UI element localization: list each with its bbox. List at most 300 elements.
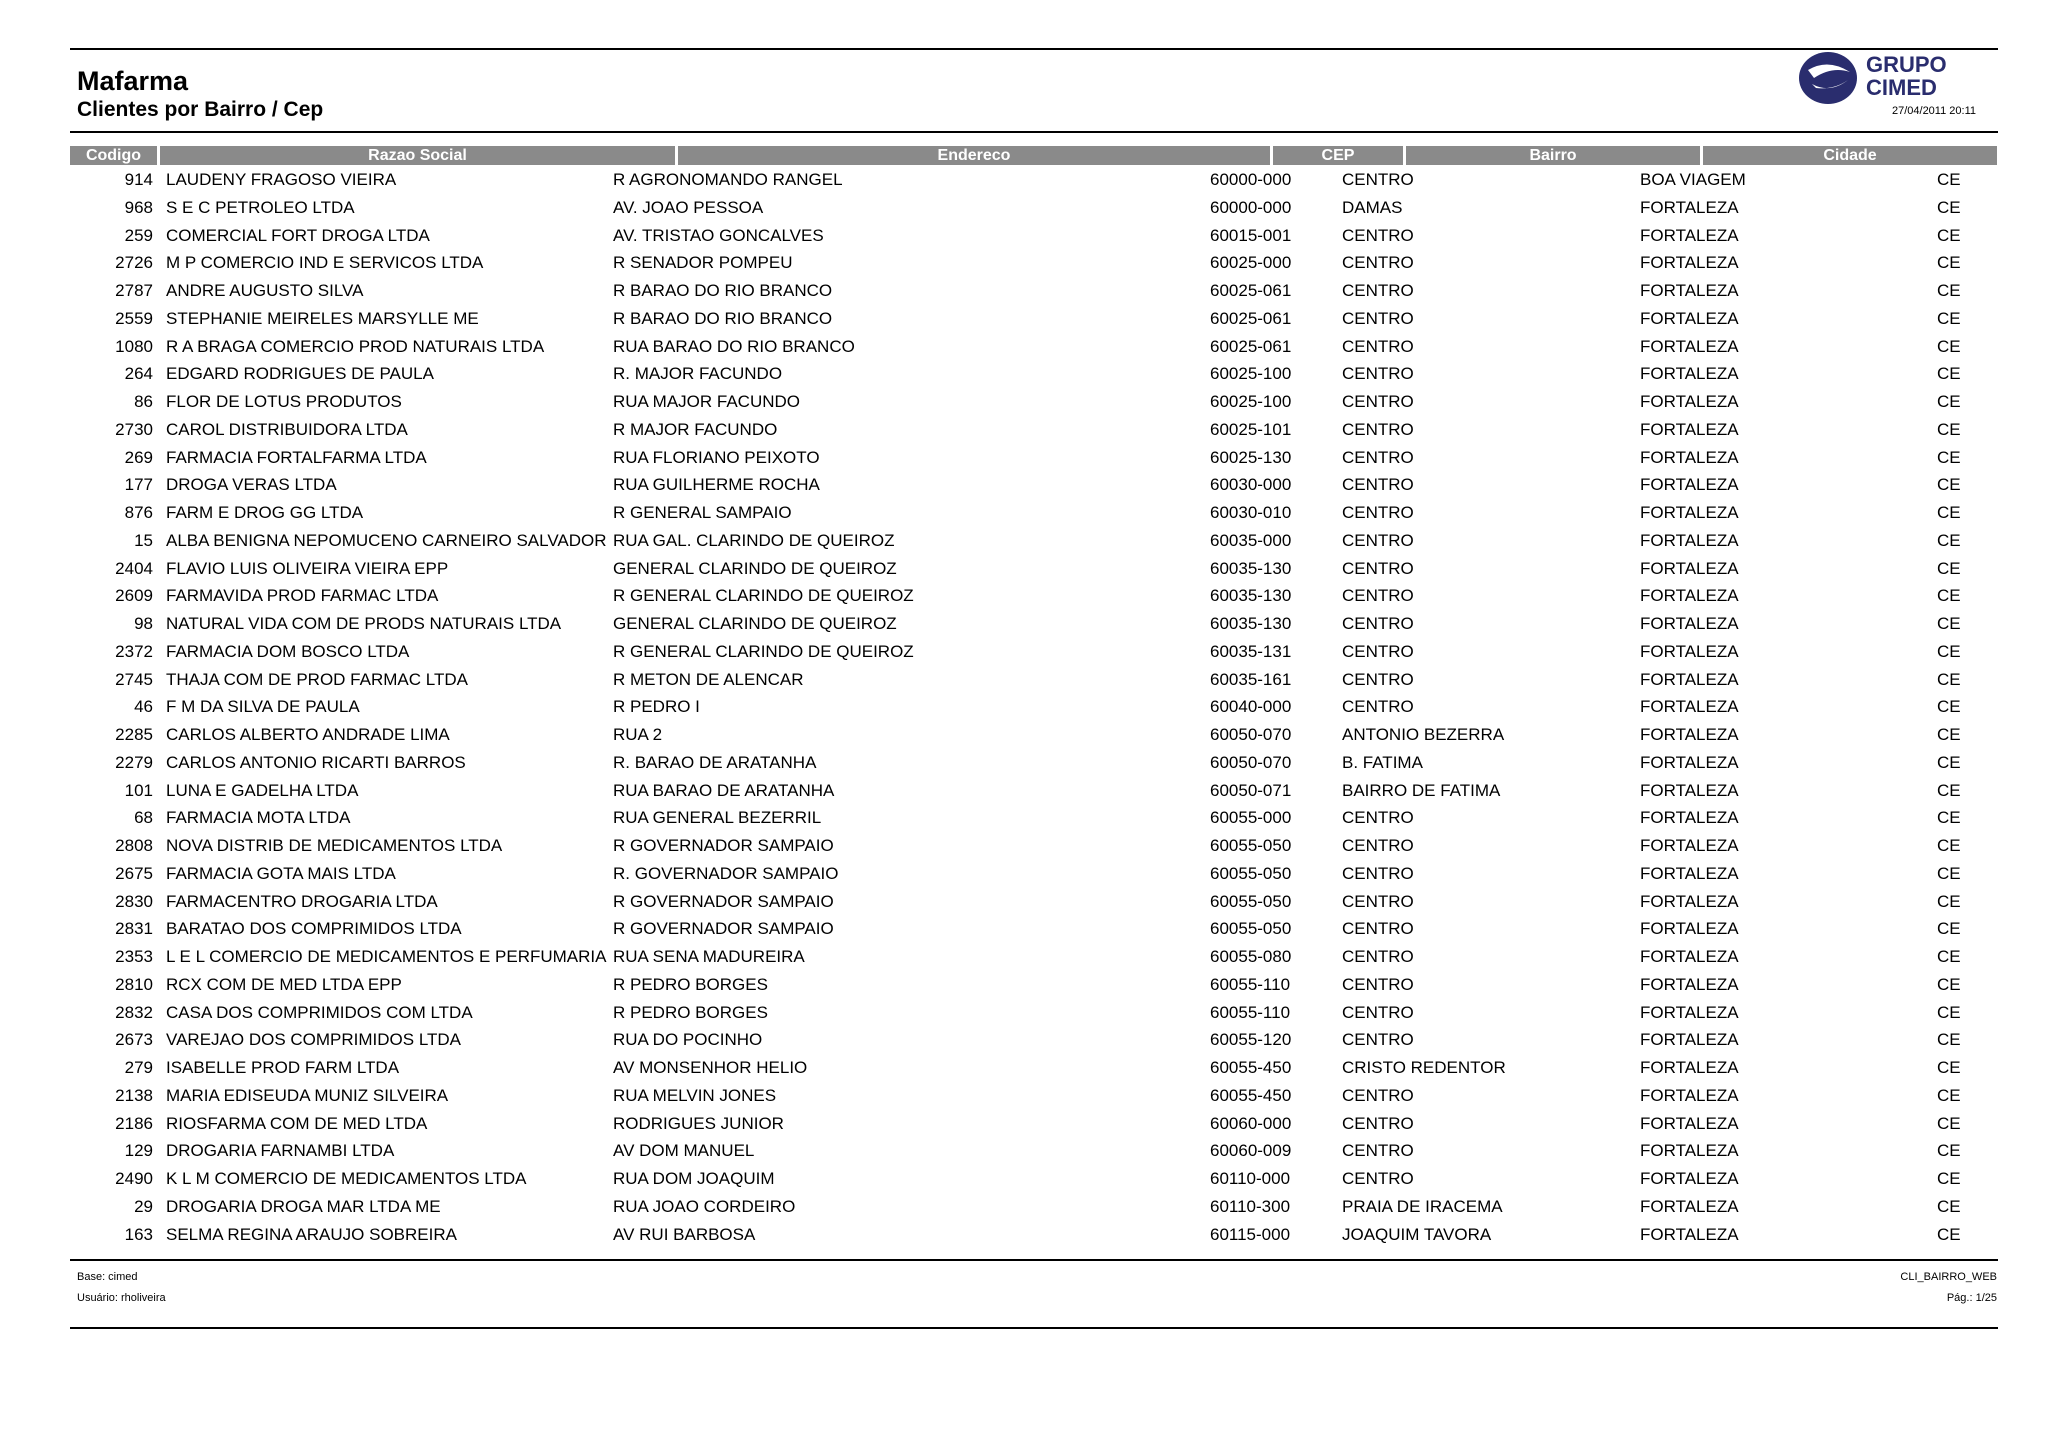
cell-bairro: CENTRO [1342,336,1414,356]
cell-codigo: 2673 [115,1030,153,1050]
cell-cep: 60025-130 [1210,447,1292,467]
table-row [0,806,2048,834]
col-codigo: Codigo [85,147,142,164]
cell-bairro: CENTRO [1342,1030,1414,1050]
cell-uf: CE [1937,503,1961,522]
cell-endereco: RUA GENERAL BEZERRIL [613,808,822,828]
cell-uf: CE [1937,1169,1961,1188]
cell-bairro: CENTRO [1342,863,1414,883]
cell-cidade: FORTALEZA [1640,780,1739,800]
cell-bairro: CENTRO [1342,475,1414,495]
cell-cep: 60025-100 [1210,392,1292,411]
cell-cep: 60055-450 [1210,1085,1292,1105]
cell-cidade: FORTALEZA [1640,392,1739,411]
cell-bairro: CENTRO [1342,558,1414,578]
table-row [0,862,2048,890]
cell-uf: CE [1937,1058,1961,1077]
cell-uf: CE [1937,669,1961,689]
logo-text-grupo: GRUPO [1866,52,1947,77]
header-rule [70,131,1998,133]
table-row [0,446,2048,474]
cell-codigo: 86 [134,392,153,411]
cell-cep: 60030-000 [1210,475,1292,495]
cell-cep: 60055-120 [1210,1030,1292,1050]
cell-cidade: FORTALEZA [1640,752,1739,772]
cell-endereco: R BARAO DO RIO BRANCO [613,308,833,328]
cell-endereco: R GENERAL CLARINDO DE QUEIROZ [613,586,914,606]
cell-cidade: FORTALEZA [1640,530,1739,550]
cell-uf: CE [1937,586,1961,606]
cell-endereco: AV DOM MANUEL [613,1141,755,1161]
cell-uf: CE [1937,752,1961,772]
cell-endereco: R SENADOR POMPEU [613,253,793,273]
cell-razao-social: FARMACIA MOTA LTDA [166,808,351,828]
cell-bairro: CENTRO [1342,1141,1414,1161]
cell-cep: 60060-009 [1210,1141,1292,1161]
cell-codigo: 2138 [115,1085,153,1105]
cell-endereco: GENERAL CLARINDO DE QUEIROZ [613,614,897,633]
cell-uf: CE [1937,558,1961,578]
cell-codigo: 259 [124,225,153,245]
cell-bairro: JOAQUIM TAVORA [1342,1224,1492,1244]
cell-bairro: CENTRO [1342,308,1414,328]
cell-codigo: 2353 [115,947,153,966]
cell-razao-social: RCX COM DE MED LTDA EPP [166,974,402,994]
col-cep: CEP [1321,147,1355,164]
cell-cidade: FORTALEZA [1640,669,1739,689]
cell-uf: CE [1937,392,1961,411]
cell-razao-social: K L M COMERCIO DE MEDICAMENTOS LTDA [166,1169,527,1188]
cell-endereco: R AGRONOMANDO RANGEL [613,170,843,189]
cell-cidade: FORTALEZA [1640,447,1739,467]
cell-cep: 60055-450 [1210,1058,1292,1077]
cell-cidade: FORTALEZA [1640,281,1739,300]
cell-uf: CE [1937,1085,1961,1105]
cell-cep: 60035-130 [1210,558,1292,578]
cell-bairro: CENTRO [1342,1002,1414,1022]
cell-cidade: FORTALEZA [1640,197,1739,217]
cell-razao-social: BARATAO DOS COMPRIMIDOS LTDA [166,919,462,939]
cell-bairro: ANTONIO BEZERRA [1342,725,1505,744]
table-row [0,307,2048,335]
table-row [0,1167,2048,1195]
cell-cidade: FORTALEZA [1640,1141,1739,1161]
cell-uf: CE [1937,836,1961,855]
cell-uf: CE [1937,641,1961,661]
cell-codigo: 2730 [115,419,153,439]
cell-bairro: CENTRO [1342,586,1414,606]
table-row [0,751,2048,779]
cell-uf: CE [1937,1224,1961,1244]
cell-endereco: R GENERAL CLARINDO DE QUEIROZ [613,641,914,661]
col-uf: UF [2019,147,2041,164]
cell-endereco: AV. TRISTAO GONCALVES [613,225,824,245]
cell-codigo: 15 [134,530,153,550]
cell-bairro: CENTRO [1342,1113,1414,1133]
cell-razao-social: FARM E DROG GG LTDA [166,503,364,522]
cell-endereco: R. MAJOR FACUNDO [613,364,783,384]
cell-razao-social: R A BRAGA COMERCIO PROD NATURAIS LTDA [166,336,545,356]
table-row [0,1223,2048,1251]
table-row [0,584,2048,612]
table-row [0,1056,2048,1084]
cell-codigo: 2186 [115,1113,153,1133]
cell-endereco: RUA DOM JOAQUIM [613,1169,775,1188]
cell-endereco: RUA BARAO DO RIO BRANCO [613,336,855,356]
cell-endereco: RUA MELVIN JONES [613,1085,777,1105]
cell-endereco: RUA JOAO CORDEIRO [613,1196,796,1216]
cell-cidade: FORTALEZA [1640,419,1739,439]
cell-endereco: RUA BARAO DE ARATANHA [613,780,835,800]
cell-razao-social: CARLOS ALBERTO ANDRADE LIMA [166,725,450,744]
cell-cep: 60025-061 [1210,336,1292,356]
cell-uf: CE [1937,253,1961,273]
cell-razao-social: DROGARIA DROGA MAR LTDA ME [166,1196,441,1216]
cell-cep: 60060-000 [1210,1113,1292,1133]
cell-codigo: 2285 [115,725,153,744]
cell-endereco: R GOVERNADOR SAMPAIO [613,919,834,939]
cell-bairro: CENTRO [1342,253,1414,273]
cell-razao-social: MARIA EDISEUDA MUNIZ SILVEIRA [166,1085,449,1105]
cell-bairro: CENTRO [1342,419,1414,439]
table-row [0,695,2048,723]
table-row [0,890,2048,918]
cell-uf: CE [1937,891,1961,911]
cell-uf: CE [1937,1002,1961,1022]
table-row [0,501,2048,529]
cell-uf: CE [1937,863,1961,883]
cell-endereco: RUA DO POCINHO [613,1030,763,1050]
cell-bairro: CENTRO [1342,392,1414,411]
cell-cidade: FORTALEZA [1640,475,1739,495]
cell-codigo: 914 [124,170,153,189]
cell-bairro: CENTRO [1342,641,1414,661]
table-row [0,168,2048,196]
cell-cep: 60025-100 [1210,364,1292,384]
cell-cep: 60015-001 [1210,225,1292,245]
cell-cep: 60055-050 [1210,836,1292,855]
cell-uf: CE [1937,530,1961,550]
cell-razao-social: L E L COMERCIO DE MEDICAMENTOS E PERFUMARIA [166,947,607,966]
cell-endereco: R PEDRO I [613,697,700,717]
cell-cep: 60050-071 [1210,780,1292,800]
cell-codigo: 68 [134,808,153,828]
cell-uf: CE [1937,197,1961,217]
cell-cep: 60050-070 [1210,752,1292,772]
cell-endereco: AV. JOAO PESSOA [613,197,764,217]
table-row [0,251,2048,279]
cell-bairro: CENTRO [1342,891,1414,911]
cell-cidade: FORTALEZA [1640,1113,1739,1133]
cell-uf: CE [1937,725,1961,744]
cell-codigo: 2372 [115,641,153,661]
cell-uf: CE [1937,225,1961,245]
cell-cep: 60000-000 [1210,170,1292,189]
cell-codigo: 2831 [115,919,153,939]
cell-cep: 60055-110 [1210,1002,1291,1022]
report-date: 27/04/2011 20:11 [1891,105,1976,117]
cell-cidade: FORTALEZA [1640,1058,1739,1077]
bottom-rule [70,1327,1998,1329]
cell-cep: 60055-050 [1210,891,1292,911]
cell-bairro: CENTRO [1342,808,1414,828]
cell-endereco: GENERAL CLARINDO DE QUEIROZ [613,558,897,578]
cell-uf: CE [1937,614,1961,633]
cell-codigo: 2490 [115,1169,153,1188]
cell-codigo: 2559 [115,308,153,328]
table-row [0,723,2048,751]
cell-uf: CE [1937,808,1961,828]
cell-codigo: 2726 [115,253,153,273]
footer-base: Base: cimed [77,1271,138,1283]
cell-cidade: FORTALEZA [1640,919,1739,939]
cell-cidade: FORTALEZA [1640,336,1739,356]
cell-cidade: FORTALEZA [1640,1224,1739,1244]
cell-cep: 60035-130 [1210,614,1292,633]
cell-bairro: CENTRO [1342,530,1414,550]
cell-cep: 60025-061 [1210,308,1292,328]
cell-uf: CE [1937,475,1961,495]
cell-codigo: 1080 [115,336,153,356]
cell-codigo: 2745 [115,669,153,689]
cell-bairro: CENTRO [1342,364,1414,384]
cell-codigo: 46 [134,697,153,717]
cell-bairro: BAIRRO DE FATIMA [1342,780,1501,800]
cell-cidade: FORTALEZA [1640,558,1739,578]
cell-cep: 60000-000 [1210,197,1292,217]
cell-uf: CE [1937,170,1961,189]
logo-text-cimed: CIMED [1866,75,1937,100]
cell-endereco: RUA GUILHERME ROCHA [613,475,820,495]
cell-bairro: CENTRO [1342,974,1414,994]
cell-cidade: BOA VIAGEM [1640,170,1746,189]
table-row [0,362,2048,390]
cell-razao-social: SELMA REGINA ARAUJO SOBREIRA [166,1224,457,1244]
cell-cidade: FORTALEZA [1640,725,1739,744]
cell-cep: 60115-000 [1210,1224,1291,1244]
cell-codigo: 177 [124,475,153,495]
cell-razao-social: FARMACIA GOTA MAIS LTDA [166,863,396,883]
cell-uf: CE [1937,336,1961,356]
cell-cep: 60030-010 [1210,503,1292,522]
cell-cidade: FORTALEZA [1640,1169,1739,1188]
cell-bairro: CENTRO [1342,1169,1414,1188]
cell-cidade: FORTALEZA [1640,614,1739,633]
cell-cep: 60035-000 [1210,530,1292,550]
cell-bairro: CENTRO [1342,503,1414,522]
cell-bairro: CENTRO [1342,281,1414,300]
cell-bairro: CENTRO [1342,947,1414,966]
cell-endereco: AV RUI BARBOSA [613,1224,756,1244]
cell-cidade: FORTALEZA [1640,1196,1739,1216]
table-row [0,1028,2048,1056]
cell-cidade: FORTALEZA [1640,947,1739,966]
cell-razao-social: ANDRE AUGUSTO SILVA [166,281,364,300]
cell-codigo: 968 [124,197,153,217]
footer-report-id: CLI_BAIRRO_WEB [1900,1271,1997,1283]
cell-razao-social: ALBA BENIGNA NEPOMUCENO CARNEIRO SALVADOR [166,530,607,550]
cell-cidade: FORTALEZA [1640,308,1739,328]
cell-uf: CE [1937,780,1961,800]
cell-endereco: RUA MAJOR FACUNDO [613,392,801,411]
cell-codigo: 2810 [115,974,153,994]
table-row [0,557,2048,585]
table-row [0,1112,2048,1140]
cell-cep: 60035-130 [1210,586,1292,606]
cell-razao-social: NOVA DISTRIB DE MEDICAMENTOS LTDA [166,836,503,855]
page-title: Mafarma [77,66,189,96]
cell-cep: 60035-161 [1210,669,1292,689]
cell-cidade: FORTALEZA [1640,863,1739,883]
cell-bairro: CENTRO [1342,614,1414,633]
cell-cep: 60110-000 [1210,1169,1291,1188]
cell-razao-social: FLAVIO LUIS OLIVEIRA VIEIRA EPP [166,558,449,578]
cell-cep: 60110-300 [1210,1196,1291,1216]
cell-razao-social: FLOR DE LOTUS PRODUTOS [166,392,402,411]
cell-cep: 60040-000 [1210,697,1292,717]
table-row [0,973,2048,1001]
cell-bairro: DAMAS [1342,197,1403,217]
cell-bairro: CENTRO [1342,447,1414,467]
cell-cidade: FORTALEZA [1640,808,1739,828]
cell-codigo: 101 [124,780,153,800]
cell-bairro: CENTRO [1342,697,1414,717]
cell-cep: 60055-080 [1210,947,1292,966]
cell-codigo: 2830 [115,891,153,911]
cell-uf: CE [1937,1196,1961,1216]
cell-endereco: R PEDRO BORGES [613,1002,768,1022]
table-row [0,945,2048,973]
cell-codigo: 2832 [115,1002,153,1022]
cell-razao-social: LAUDENY FRAGOSO VIEIRA [166,170,397,189]
cell-uf: CE [1937,308,1961,328]
cell-razao-social: M P COMERCIO IND E SERVICOS LTDA [166,253,484,273]
cell-cidade: FORTALEZA [1640,974,1739,994]
cell-cidade: FORTALEZA [1640,503,1739,522]
cell-endereco: AV MONSENHOR HELIO [613,1058,808,1077]
table-row [0,196,2048,224]
cell-cep: 60055-050 [1210,863,1292,883]
footer-user: Usuário: rholiveira [77,1292,166,1304]
table-row [0,640,2048,668]
cell-razao-social: EDGARD RODRIGUES DE PAULA [166,364,434,384]
table-row [0,418,2048,446]
cell-razao-social: DROGA VERAS LTDA [166,475,337,495]
cell-razao-social: ISABELLE PROD FARM LTDA [166,1058,400,1077]
cell-codigo: 269 [124,447,153,467]
cell-cep: 60055-000 [1210,808,1292,828]
cell-uf: CE [1937,947,1961,966]
cell-endereco: R METON DE ALENCAR [613,669,804,689]
cell-bairro: CRISTO REDENTOR [1342,1058,1506,1077]
table-row [0,1001,2048,1029]
cell-cep: 60025-000 [1210,253,1292,273]
table-row [0,224,2048,252]
cell-cep: 60035-131 [1210,641,1292,661]
cell-cidade: FORTALEZA [1640,253,1739,273]
cell-cep: 60025-061 [1210,281,1292,300]
cell-uf: CE [1937,919,1961,939]
cell-uf: CE [1937,1030,1961,1050]
cell-uf: CE [1937,974,1961,994]
cell-endereco: RUA SENA MADUREIRA [613,947,805,966]
cell-cep: 60055-110 [1210,974,1291,994]
table-row [0,1195,2048,1223]
table-row [0,335,2048,363]
cell-razao-social: LUNA E GADELHA LTDA [166,780,359,800]
cell-uf: CE [1937,447,1961,467]
cell-cidade: FORTALEZA [1640,641,1739,661]
cell-cep: 60055-050 [1210,919,1292,939]
cell-codigo: 264 [124,364,153,384]
grupo-cimed-logo [1798,50,1978,112]
cell-cidade: FORTALEZA [1640,1085,1739,1105]
cell-razao-social: FARMACIA FORTALFARMA LTDA [166,447,427,467]
cell-cidade: FORTALEZA [1640,364,1739,384]
cell-bairro: B. FATIMA [1342,752,1423,772]
cell-codigo: 2808 [115,836,153,855]
cell-endereco: R. GOVERNADOR SAMPAIO [613,863,839,883]
col-cidade: Cidade [1823,147,1877,164]
cell-codigo: 29 [134,1196,153,1216]
cell-bairro: CENTRO [1342,669,1414,689]
col-bairro: Bairro [1529,147,1577,164]
table-end-rule [70,1259,1998,1261]
cell-razao-social: STEPHANIE MEIRELES MARSYLLE ME [166,308,479,328]
table-row [0,1139,2048,1167]
col-razao-social: Razao Social [368,147,467,164]
cell-codigo: 98 [134,614,153,633]
cell-razao-social: NATURAL VIDA COM DE PRODS NATURAIS LTDA [166,614,562,633]
cell-bairro: CENTRO [1342,170,1414,189]
cell-endereco: R PEDRO BORGES [613,974,768,994]
cell-razao-social: FARMAVIDA PROD FARMAC LTDA [166,586,439,606]
cell-cep: 60050-070 [1210,725,1292,744]
cell-bairro: CENTRO [1342,225,1414,245]
cell-endereco: R GOVERNADOR SAMPAIO [613,836,834,855]
cell-uf: CE [1937,697,1961,717]
cell-razao-social: FARMACENTRO DROGARIA LTDA [166,891,438,911]
cell-razao-social: RIOSFARMA COM DE MED LTDA [166,1113,428,1133]
cell-endereco: RUA GAL. CLARINDO DE QUEIROZ [613,530,895,550]
cell-cidade: FORTALEZA [1640,1030,1739,1050]
cell-codigo: 2404 [115,558,153,578]
cell-razao-social: CAROL DISTRIBUIDORA LTDA [166,419,408,439]
cell-endereco: RUA 2 [613,725,663,744]
cell-codigo: 876 [124,503,153,522]
table-row [0,668,2048,696]
cell-cep: 60025-101 [1210,419,1292,439]
cell-endereco: R. BARAO DE ARATANHA [613,752,817,772]
cell-bairro: CENTRO [1342,919,1414,939]
cell-endereco: R GOVERNADOR SAMPAIO [613,891,834,911]
cell-codigo: 2787 [115,281,153,300]
cell-razao-social: F M DA SILVA DE PAULA [166,697,360,717]
table-row [0,390,2048,418]
cell-bairro: CENTRO [1342,836,1414,855]
cell-razao-social: VAREJAO DOS COMPRIMIDOS LTDA [166,1030,462,1050]
table-row [0,529,2048,557]
cell-cidade: FORTALEZA [1640,697,1739,717]
cell-codigo: 163 [124,1224,153,1244]
cell-endereco: RUA FLORIANO PEIXOTO [613,447,820,467]
cell-uf: CE [1937,1141,1961,1161]
table-header [70,146,2041,165]
cell-endereco: RODRIGUES JUNIOR [613,1113,784,1133]
table-row [0,612,2048,640]
cell-codigo: 2279 [115,752,153,772]
cell-codigo: 2609 [115,586,153,606]
